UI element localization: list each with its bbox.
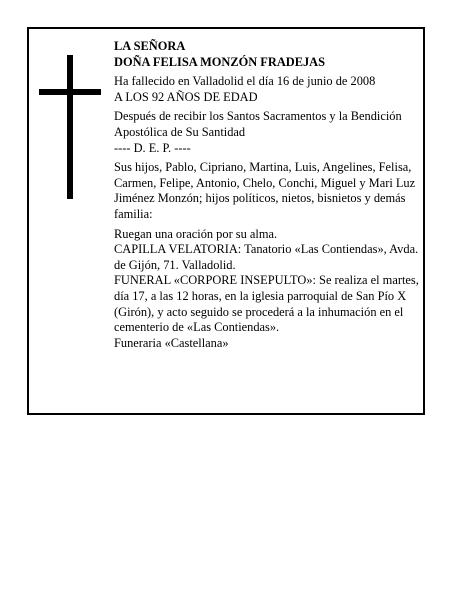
cross-icon — [39, 55, 101, 199]
family-statement: Sus hijos, Pablo, Cipriano, Martina, Luis, Angelines, Felisa, Carmen, Felipe, Antonio, Chelo, Conchi, Miguel y Mari Luz Jiménez Monzón; hijos políticos, nietos, bisnietos y demás familia: — [114, 160, 416, 221]
obituary-notice — [27, 27, 425, 415]
funeral-info: FUNERAL «CORPORE INSEPULTO»: Se realiza el martes, día 17, a las 12 horas, en la iglesia parroquial de San Pío X (Girón), y acto seguido se procederá a la inhumación en el cementerio de «Las Contiendas». — [114, 273, 419, 335]
prayer-request: Ruegan una oración por su alma. — [114, 226, 278, 241]
age-statement: A LOS 92 AÑOS DE EDAD — [114, 89, 258, 104]
deceased-name: DOÑA FELISA MONZÓN FRADEJAS — [114, 54, 326, 69]
cross-horizontal-bar — [39, 89, 101, 95]
sacraments-statement: Después de recibir los Santos Sacramentos y la Bendición Apostólica de Su Santidad — [114, 109, 402, 139]
death-statement: Ha fallecido en Valladolid el día 16 de junio de 2008 — [114, 74, 376, 89]
cross-vertical-bar — [67, 55, 73, 199]
funeral-home: Funeraria «Castellana» — [114, 335, 229, 350]
chapel-info: CAPILLA VELATORIA: Tanatorio «Las Contiendas», Avda. de Gijón, 71. Valladolid. — [114, 242, 419, 272]
notice-text-block — [114, 39, 422, 351]
dep-line: ---- D. E. P. ---- — [114, 140, 191, 155]
notice-title: LA SEÑORA — [114, 39, 186, 53]
